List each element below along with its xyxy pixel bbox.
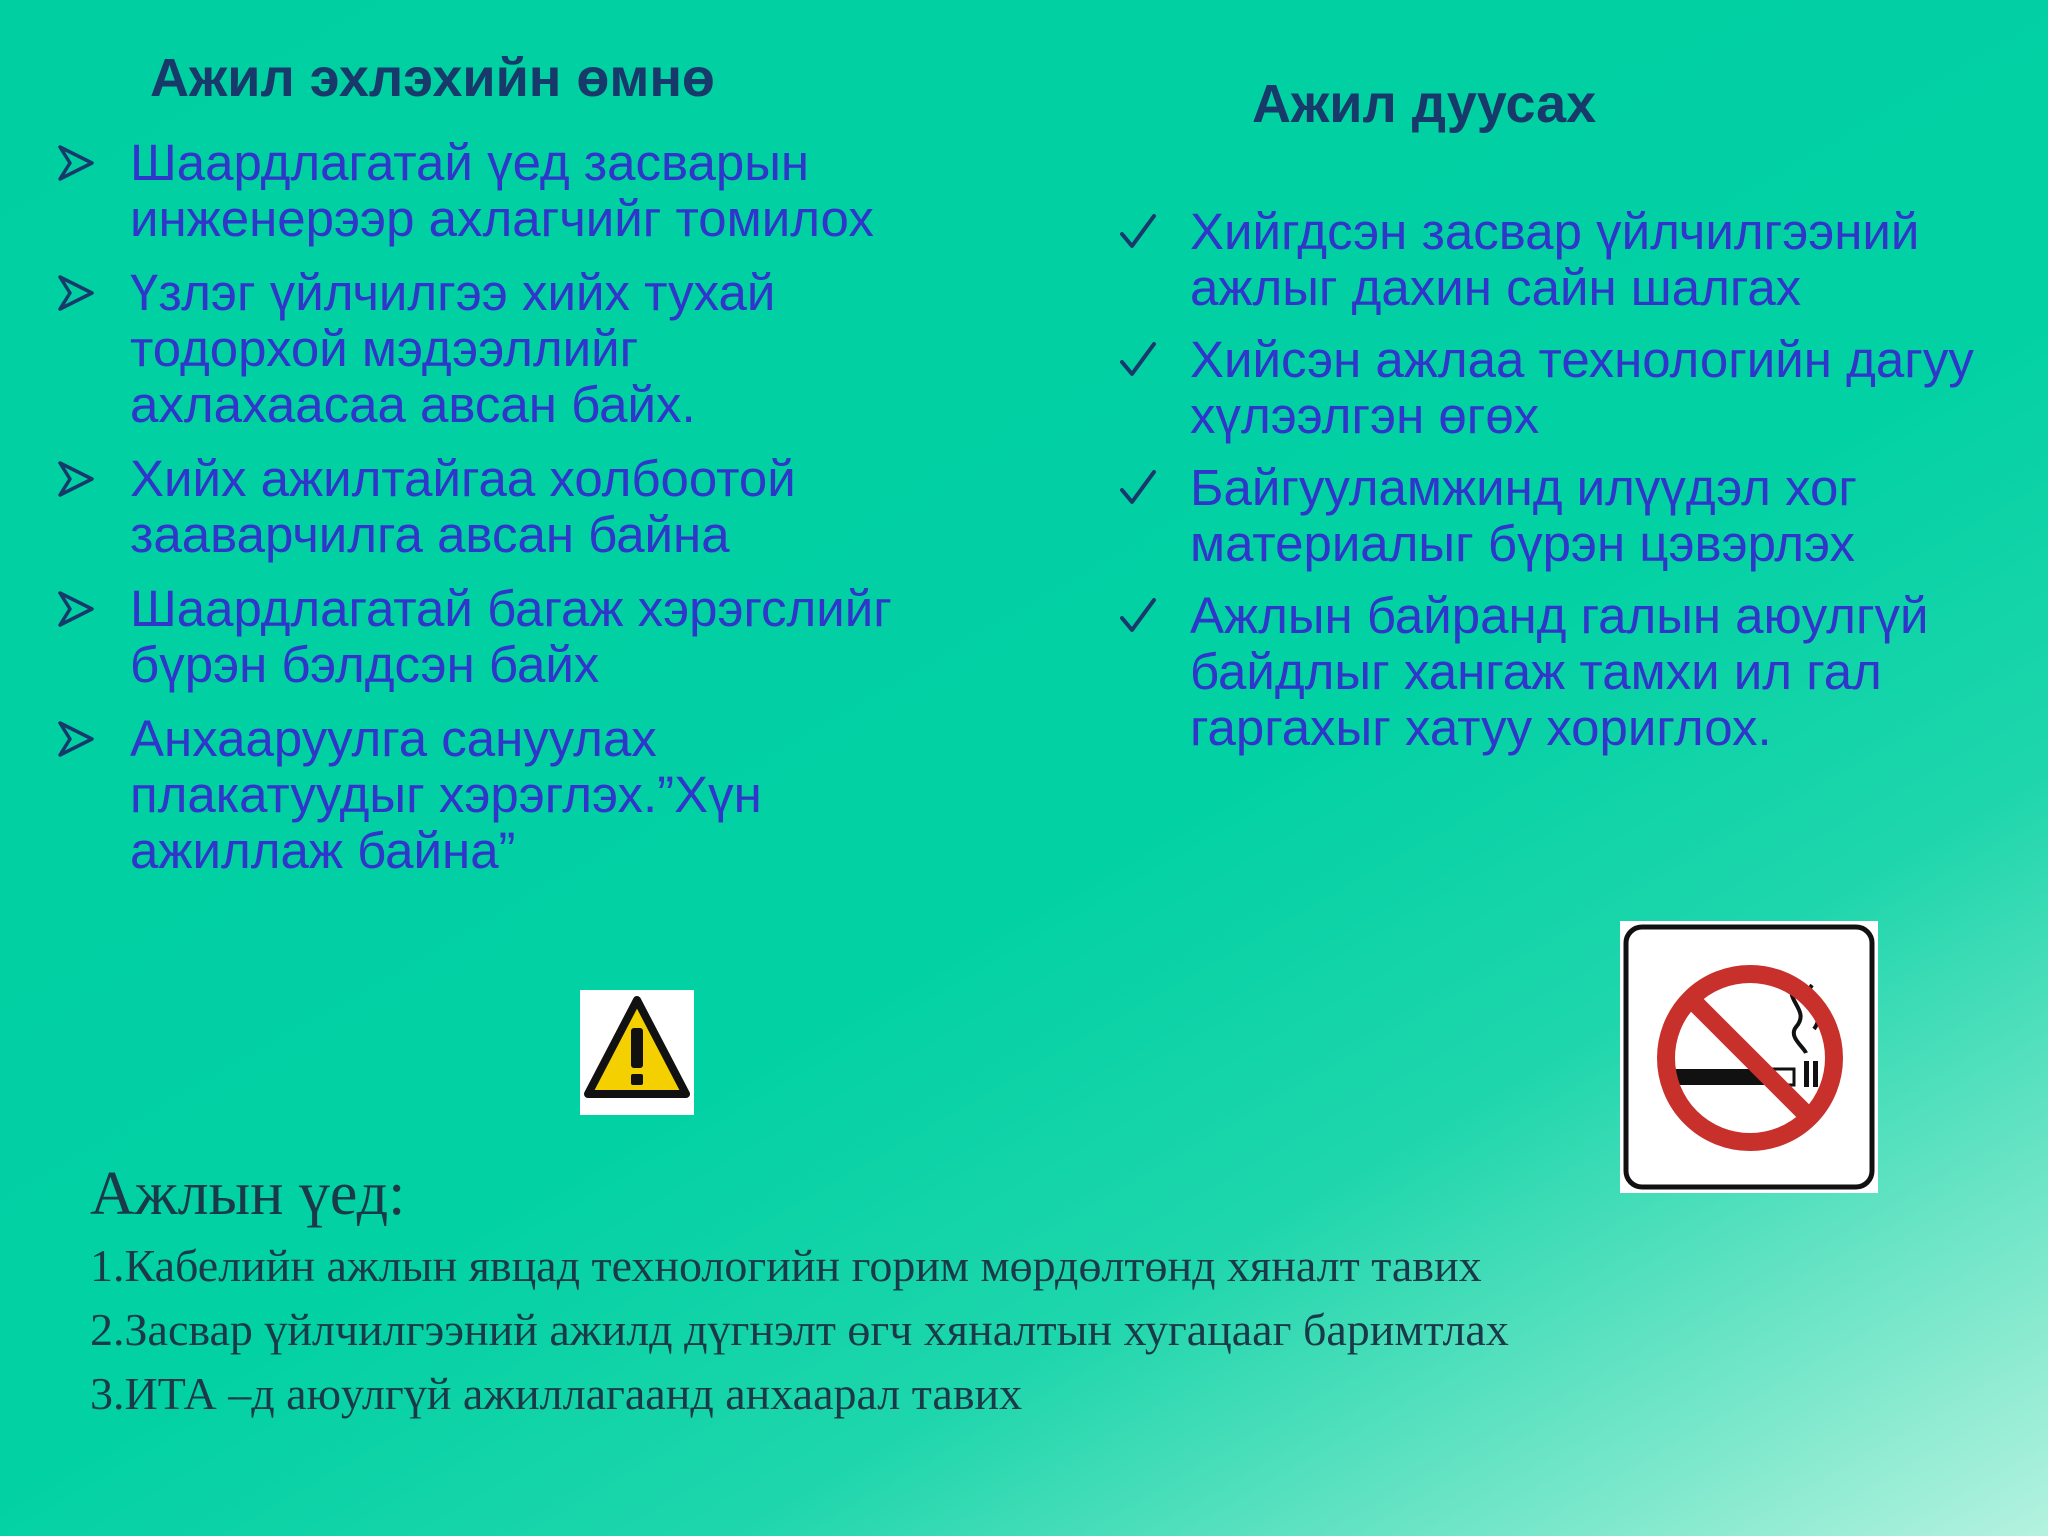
checkmark-icon bbox=[1116, 588, 1176, 644]
during-work-section bbox=[90, 1158, 1990, 1426]
list-item bbox=[1116, 332, 1976, 444]
arrow-bullet-icon bbox=[56, 265, 116, 321]
after-work-list bbox=[1116, 204, 1976, 772]
list-item bbox=[1116, 460, 1976, 572]
list-item bbox=[56, 265, 916, 433]
checkmark-icon bbox=[1116, 332, 1176, 388]
list-item-text: Анхааруулга сануулах плакатуудыг хэрэглэх.”Хүн ажиллаж байна” bbox=[130, 710, 762, 879]
list-item bbox=[56, 451, 916, 563]
warning-sign-icon bbox=[580, 990, 694, 1115]
checkmark-icon bbox=[1116, 204, 1176, 260]
list-item bbox=[1116, 204, 1976, 316]
arrow-bullet-icon bbox=[56, 581, 116, 637]
list-item-text: Хийсэн ажлаа технологийн дагуу хүлээлгэн өгөх bbox=[1190, 331, 1974, 444]
no-smoking-sign-icon bbox=[1620, 921, 1878, 1193]
list-item-text: Үзлэг үйлчилгээ хийх тухай тодорхой мэдээллийг ахлахаасаа авсан байх. bbox=[130, 264, 776, 433]
after-work-heading: Ажил дуусах bbox=[1252, 74, 1597, 134]
arrow-bullet-icon bbox=[56, 711, 116, 767]
during-work-item: 3.ИТА –д аюулгүй ажиллагаанд анхаарал тавих bbox=[90, 1368, 1023, 1419]
list-item bbox=[56, 581, 916, 693]
list-item-text: Байгууламжинд илүүдэл хог материалыг бүрэн цэвэрлэх bbox=[1190, 459, 1857, 572]
during-work-title: Ажлын үед: bbox=[90, 1160, 406, 1228]
arrow-bullet-icon bbox=[56, 135, 116, 191]
list-item-text: Шаардлагатай багаж хэрэгслийг бүрэн бэлдсэн байх bbox=[130, 580, 892, 693]
list-item-text: Шаардлагатай үед засварын инженерээр ахлагчийг томилох bbox=[130, 134, 874, 247]
list-item-text: Хийх ажилтайгаа холбоотой зааварчилга авсан байна bbox=[130, 450, 796, 563]
list-item-text: Ажлын байранд галын аюулгүй байдлыг хангаж тамхи ил гал гаргахыг хатуу хориглох. bbox=[1190, 587, 1929, 756]
list-item bbox=[56, 135, 916, 247]
during-work-item: 1.Кабелийн ажлын явцад технологийн горим мөрдөлтөнд хяналт тавих bbox=[90, 1240, 1482, 1291]
checkmark-icon bbox=[1116, 460, 1176, 516]
arrow-bullet-icon bbox=[56, 451, 116, 507]
list-item bbox=[56, 711, 916, 879]
before-work-heading: Ажил эхлэхийн өмнө bbox=[150, 48, 715, 108]
list-item bbox=[1116, 588, 1976, 756]
list-item-text: Хийгдсэн засвар үйлчилгээний ажлыг дахин сайн шалгах bbox=[1190, 203, 1920, 316]
before-work-list bbox=[56, 135, 916, 897]
during-work-item: 2.Засвар үйлчилгээний ажилд дүгнэлт өгч хяналтын хугацааг баримтлах bbox=[90, 1304, 1509, 1355]
